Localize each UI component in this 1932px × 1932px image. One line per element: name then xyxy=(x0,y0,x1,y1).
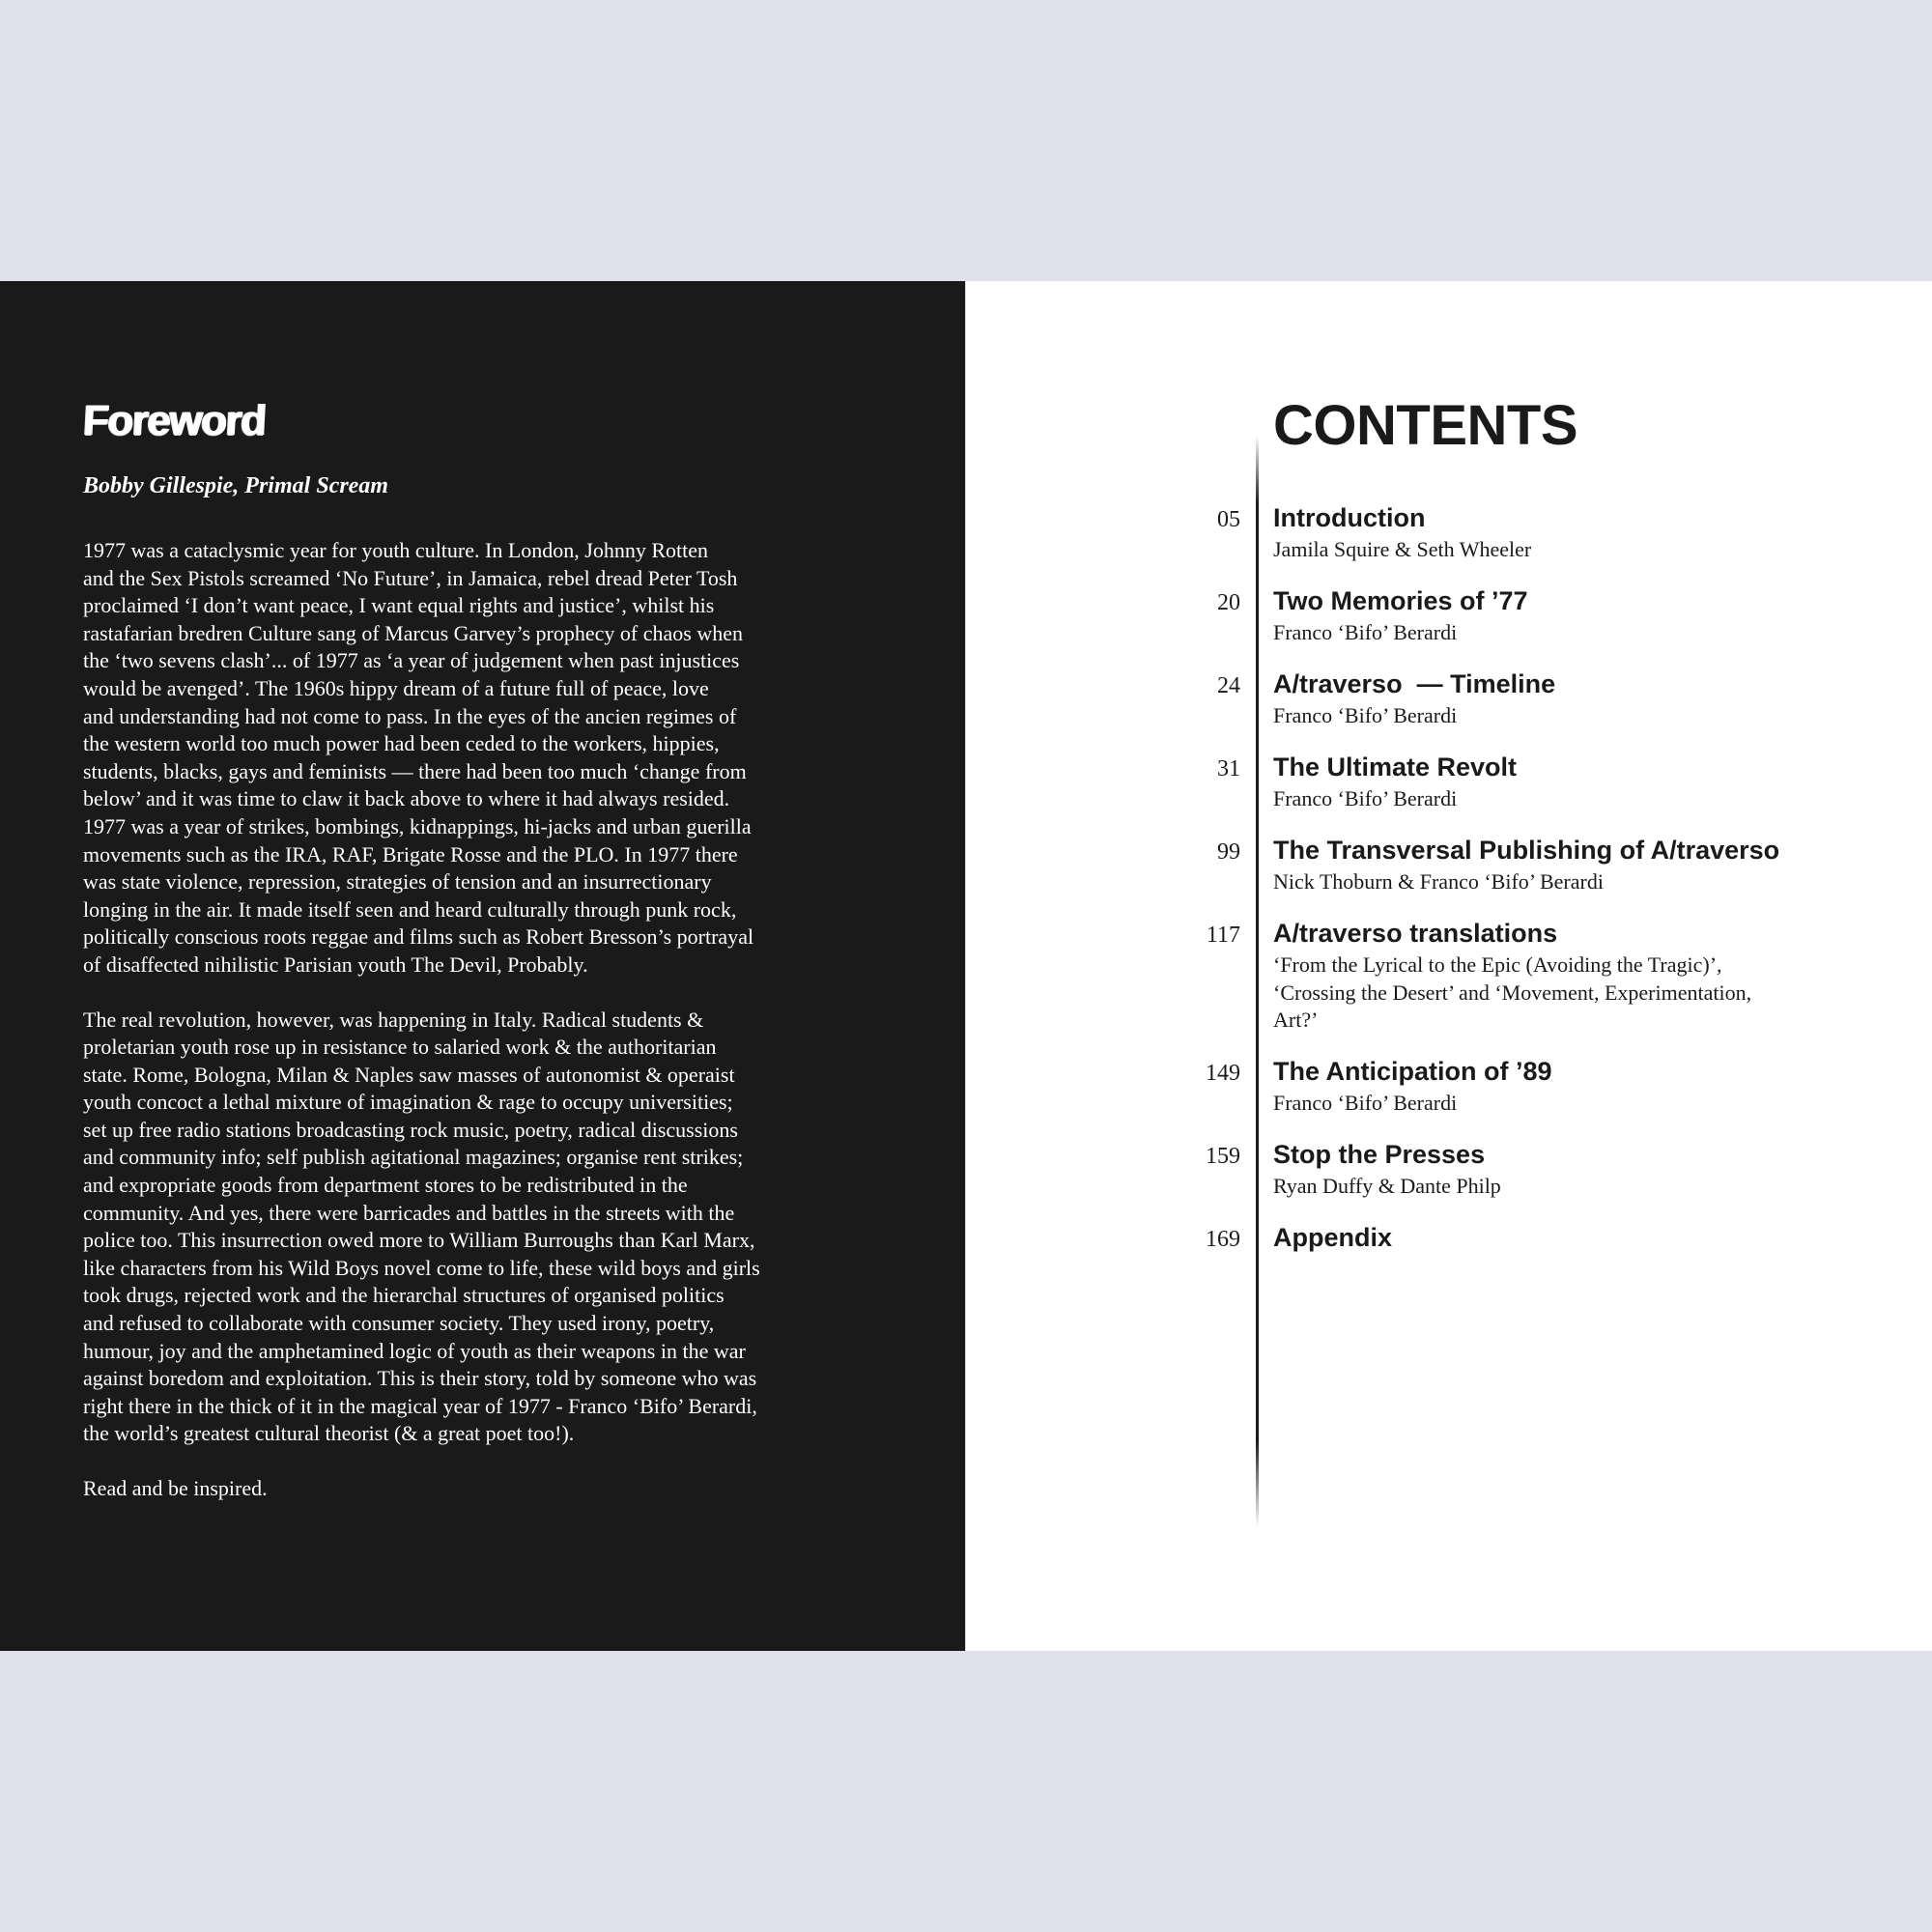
toc-entry-title: A/traverso translations xyxy=(1273,919,1558,948)
toc-entry-title: The Ultimate Revolt xyxy=(1273,753,1518,781)
toc-entry-author: Franco ‘Bifo’ Berardi xyxy=(1273,620,1458,644)
foreword-paragraph: The real revolution, however, was happening in Italy. Radical students & proletarian youth rose up in resistance to salaried work & the authoritarian state. Rome, Bologna, Milan & Naples saw masses of autonomist & operaist youth concoct a lethal mixture of imagination & rage to occupy universities; set up free radio stations broadcasting rock music, poetry, radical discussions and community info; self publish agitational magazines; organise rent strikes; and expropriate goods from department stores to be redistributed in the community. And yes, there were barricades and battles in the streets with the police too. This insurrection owed more to William Burroughs than Karl Marx, like characters from his Wild Boys novel come to life, these wild boys and girls took drugs, rejected work and the hierarchal structures of organised politics and refused to collaborate with consumer society. They used irony, poetry, humour, joy and the amphetamined logic of youth as their weapons in the war against boredom and exploitation. This is their story, told by someone who was right there in the thick of it in the magical year of 1977 - Franco ‘Bifo’ Berardi, the world’s greatest cultural theorist (& a great poet too!). xyxy=(83,1007,760,1446)
toc-page-number: 149 xyxy=(1206,1061,1240,1086)
toc-entry-author: Franco ‘Bifo’ Berardi xyxy=(1273,1091,1458,1115)
toc-entry-author: Ryan Duffy & Dante Philp xyxy=(1273,1174,1501,1198)
foreword-page xyxy=(0,281,966,1651)
foreword-body xyxy=(83,537,875,1530)
toc-entry-title: Introduction xyxy=(1273,503,1426,532)
toc-divider-line xyxy=(1256,436,1259,1527)
contents-page xyxy=(966,281,1932,1651)
foreword-title: Foreword xyxy=(81,397,267,444)
toc-entry-author: Nick Thoburn & Franco ‘Bifo’ Berardi xyxy=(1273,869,1604,894)
toc-entry-title: Appendix xyxy=(1273,1223,1393,1252)
toc-entry-title: The Transversal Publishing of A/traverso xyxy=(1273,836,1780,865)
toc-entry-author: ‘From the Lyrical to the Epic (Avoiding the Tragic)’, ‘Crossing the Desert’ and ‘Movement, Experimentation, Art?’ xyxy=(1273,952,1752,1032)
foreword-byline: Bobby Gillespie, Primal Scream xyxy=(83,473,388,498)
toc-page-number: 31 xyxy=(1217,756,1240,781)
toc-entry-title: A/traverso — Timeline xyxy=(1273,669,1556,698)
toc-entry-title: Two Memories of ’77 xyxy=(1273,586,1528,615)
toc-entry-author: Franco ‘Bifo’ Berardi xyxy=(1273,703,1458,727)
toc-page-number: 169 xyxy=(1206,1227,1240,1252)
toc-entry-author: Franco ‘Bifo’ Berardi xyxy=(1273,786,1458,810)
toc-page-number: 99 xyxy=(1217,839,1240,865)
foreword-paragraph: Read and be inspired. xyxy=(83,1476,268,1500)
toc-entry-title: Stop the Presses xyxy=(1273,1140,1486,1169)
toc-entry-author: Jamila Squire & Seth Wheeler xyxy=(1273,537,1532,561)
toc-page-number: 117 xyxy=(1206,923,1240,948)
book-spread xyxy=(0,281,1932,1651)
toc-entry-title: The Anticipation of ’89 xyxy=(1273,1057,1552,1086)
toc-page-number: 05 xyxy=(1217,507,1240,532)
toc-page-number: 20 xyxy=(1217,590,1240,615)
contents-title: CONTENTS xyxy=(1273,394,1577,457)
toc-page-number: 24 xyxy=(1217,673,1240,698)
foreword-paragraph: 1977 was a cataclysmic year for youth culture. In London, Johnny Rotten and the Sex Pistols screamed ‘No Future’, in Jamaica, rebel dread Peter Tosh proclaimed ‘I don’t want peace, I want equal rights and justice’, whilst his rastafarian bredren Culture sang of Marcus Garvey’s prophecy of chaos when the ‘two sevens clash’... of 1977 as ‘a year of judgement when past injustices would be avenged’. The 1960s hippy dream of a future full of peace, love and understanding had not come to pass. In the eyes of the ancien regimes of the western world too much power had been ceded to the workers, hippies, students, blacks, gays and feminists — there had been too much ‘change from below’ and it was time to claw it back above to where it had always resided. 1977 was a year of strikes, bombings, kidnappings, hi-jacks and urban guerilla movements such as the IRA, RAF, Brigate Rosse and the PLO. In 1977 there was state violence, repression, strategies of tension and an insurrectionary longing in the air. It made itself seen and heard culturally through punk rock, politically conscious roots reggae and films such as Robert Bresson’s portrayal of disaffected nihilistic Parisian youth The Devil, Probably. xyxy=(83,538,754,977)
toc-page-number: 159 xyxy=(1206,1144,1240,1169)
